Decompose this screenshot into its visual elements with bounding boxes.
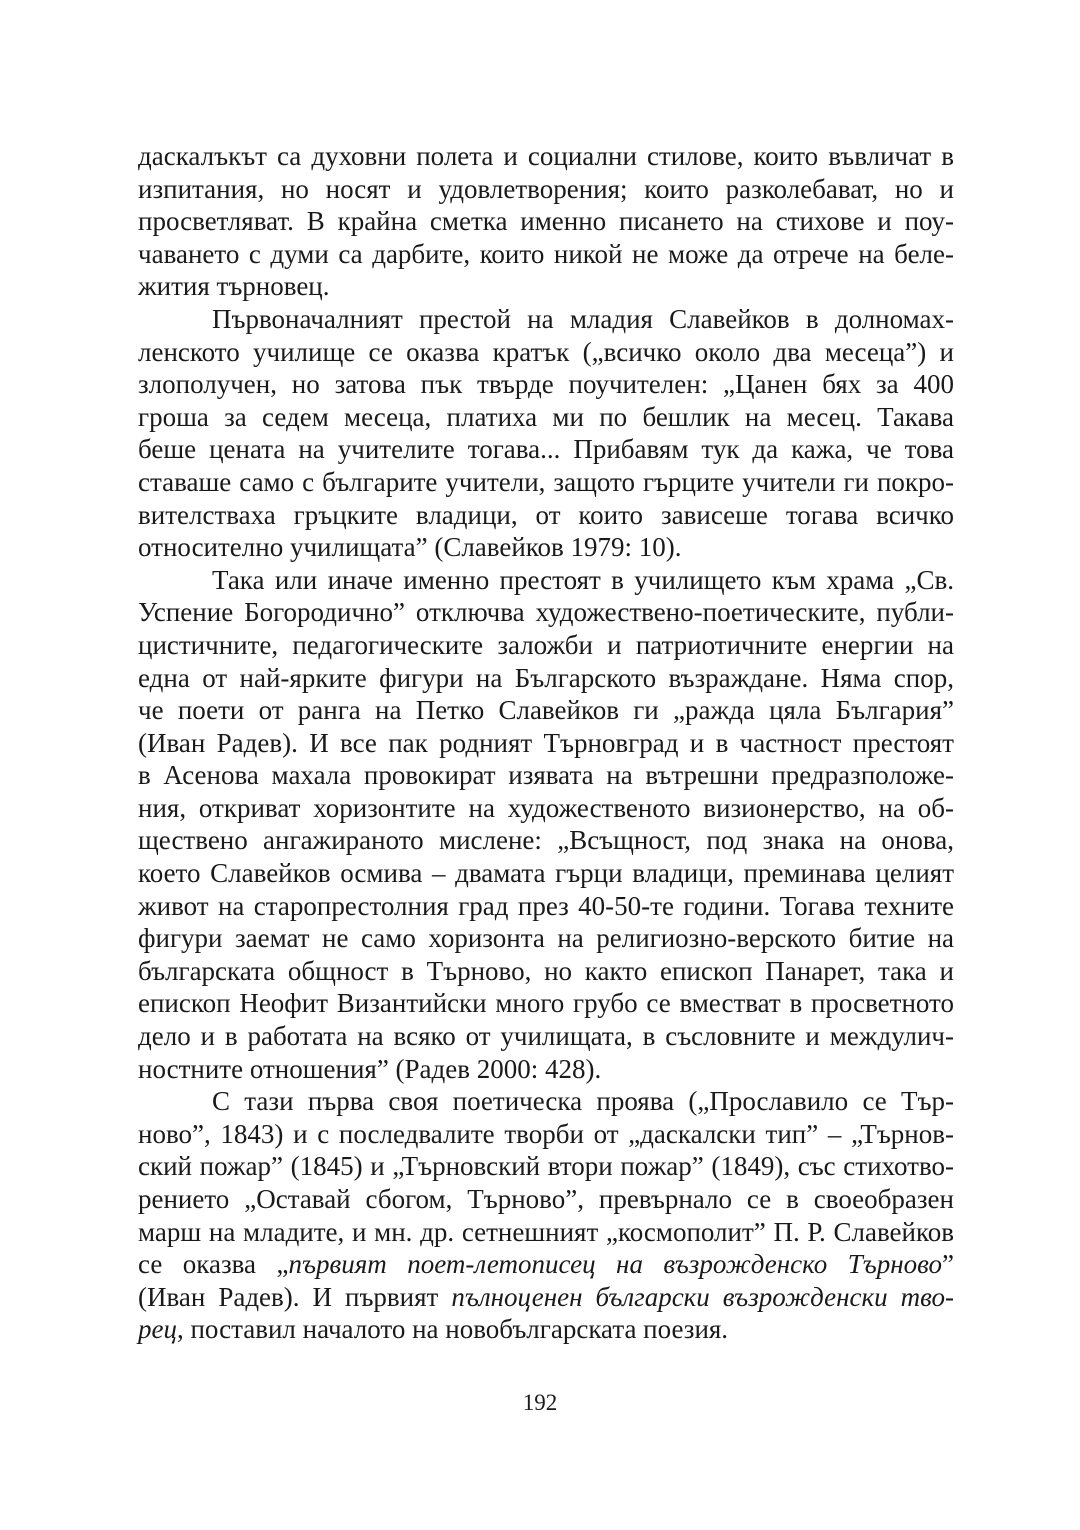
text-line: изпитания, но носят и удовлетворения; които разколебават, но и [138, 173, 954, 204]
italic-fragment: пълноценен български възрожденски тво- [451, 1281, 954, 1312]
text-line: даскалъкът са духовни полета и социални стилове, които въвличат в [138, 141, 954, 171]
text-line: че поети от ранга на Петко Славейков ги „ражда цяла България” [138, 695, 954, 726]
text-line: в Асенова махала провокират изявата на вътрешни предразположе- [138, 760, 954, 791]
text-line: Успение Богородично” отключва художествено-поетическите, публи- [138, 597, 954, 628]
text-line: ленското училище се оказва кратък („всичко около два месеца”) и [138, 336, 954, 367]
text-line: епископ Неофит Византийски много грубо се вместват в просветното [138, 988, 954, 1019]
italic-fragment: рец [138, 1314, 177, 1345]
text-line-italic-quote [138, 1281, 954, 1314]
paragraph [138, 303, 954, 564]
text-fragment: , поставил началото на новобългарската поезия. [176, 1314, 729, 1345]
text-line: което Славейков осмива – двамата гърци владици, преминава целият [138, 858, 954, 889]
text-line: българската общност в Търново, но както епископ Панарет, така и [138, 955, 954, 986]
text-line: една от най-ярките фигури на Българското възраждане. Няма спор, [138, 662, 954, 693]
paragraph [138, 1085, 954, 1346]
text-line: относително училищата” (Славейков 1979: 10). [138, 532, 682, 563]
text-line: жития търновец. [138, 271, 330, 302]
text-line: Първоначалният престой на младия Славейков в долномах- [212, 303, 954, 334]
text-line: С тази първа своя поетическа проява („Прославило се Тър- [212, 1086, 954, 1117]
text-line: гроша за седем месеца, платиха ми по бешлик на месец. Такава [138, 401, 954, 432]
text-line: ставаше само с българите учители, защото гърците учители ги покро- [138, 466, 954, 497]
text-line: ществено ангажираното мислене: „Всъщност, под знака на онова, [138, 825, 954, 856]
italic-fragment: първият поет-летописец на възрожденско Търново [288, 1249, 943, 1280]
text-line: ния, откриват хоризонтите на художественото визионерство, на об- [138, 792, 954, 823]
text-line: чаването с думи са дарбите, които никой не може да отрече на беле- [138, 238, 954, 269]
text-fragment: се оказва „ [138, 1249, 289, 1280]
text-line: фигури заемат не само хоризонта на религиозно-верското битие на [138, 923, 954, 954]
text-line: ново”, 1843) и с последвалите творби от „даскалски тип” – „Търнов- [138, 1118, 954, 1149]
text-line: вителстваха гръцките владици, от които зависеше тогава всичко [138, 499, 954, 530]
page-body [138, 140, 954, 1346]
text-line: просветляват. В крайна сметка именно писането на стихове и поу- [138, 206, 954, 237]
text-line: рението „Оставай сбогом, Търново”, превърнало се в своеобразен [138, 1184, 954, 1214]
text-line: злополучен, но затова пък твърде поучителен: „Цанен бях за 400 [138, 369, 954, 400]
page-number: 192 [522, 1390, 558, 1415]
text-line: ский пожар” (1845) и „Търновский втори пожар” (1849), със стихотво- [138, 1151, 954, 1182]
text-line: Така или иначе именно престоят в училището към храма „Св. [212, 564, 954, 595]
text-line: марш на младите, и мн. др. сетнешният „космополит” П. Р. Славейков [138, 1216, 954, 1247]
paragraph [138, 564, 954, 1086]
text-fragment: (Иван Радев). И първият [138, 1281, 452, 1312]
text-line-italic-quote [138, 1313, 954, 1346]
text-line: дело и в работата на всяко от училищата, в съсловните и междулич- [138, 1021, 954, 1052]
text-line: живот на старопрестолния град през 40-50-те години. Тогава техните [138, 890, 954, 921]
text-line-italic-quote [138, 1248, 954, 1281]
text-line: (Иван Радев). И все пак родният Търновград и в частност престоят [138, 727, 954, 758]
text-line: цистичните, педагогическите заложби и патриотичните енергии на [138, 629, 954, 660]
text-line: беше цената на учителите тогава... Прибавям тук да кажа, че това [138, 434, 954, 465]
text-fragment: ” [942, 1249, 954, 1280]
text-line: ностните отношения” (Радев 2000: 428). [138, 1053, 602, 1084]
paragraph [138, 140, 954, 303]
